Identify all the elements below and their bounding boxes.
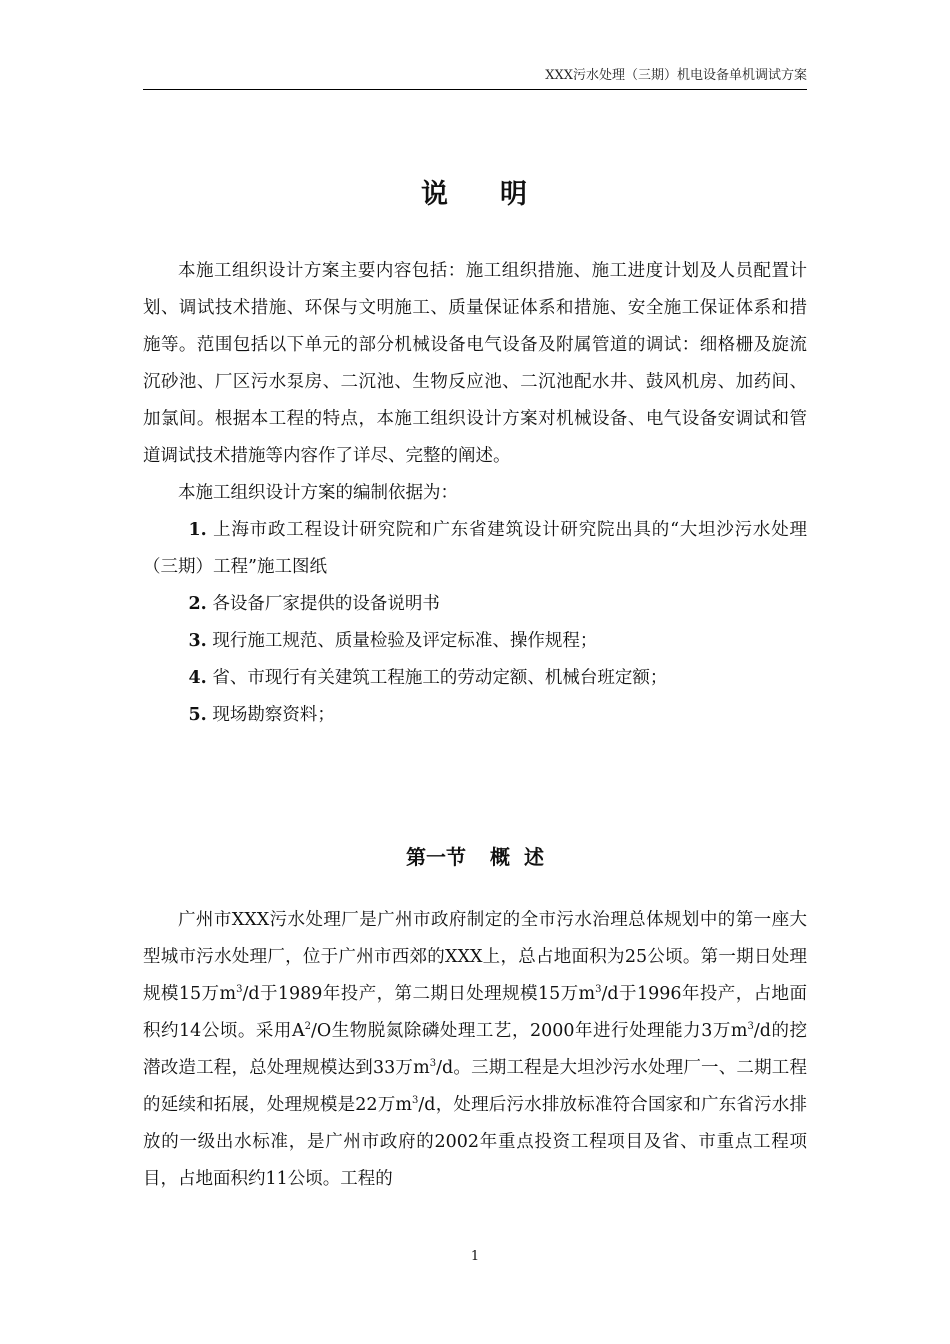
superscript: 3 — [412, 1095, 419, 1107]
basis-item-number: 3. — [188, 631, 207, 651]
text-run: /O生物脱氮除磷处理工艺，2000年进行处理能力3万m — [310, 1021, 748, 1041]
basis-item — [143, 586, 807, 623]
basis-item-number: 2. — [188, 594, 207, 614]
overview-paragraph — [143, 902, 807, 1198]
text-run: /d。三期工程是大坦沙污水处理厂一、二期工程的延续和拓展，处理规模是22万m — [143, 1058, 807, 1115]
text-run: /d，处理后污水排放标准符合国家和广东省污水排放的一级出水标准，是广州市政府的2002年重点投资工程项目及省、市重点工程项目，占地面积约11公顷。工程的 — [143, 1095, 807, 1189]
text-run: /d于1989年投产，第二期日处理规模15万m — [242, 984, 596, 1004]
intro-block — [143, 253, 807, 734]
overview-block — [143, 902, 807, 1198]
page-title — [0, 172, 950, 211]
section-heading — [0, 841, 950, 870]
text-run: 广州市XXX污水处理厂是广州市政府制定的全市污水治理总体规划中的第一座大型城市污水处理厂，位于广州市西郊的XXX上，总占地面积为25公顷。第一期日处理规模15万m — [143, 910, 807, 1004]
title-char-1: 说 — [421, 179, 450, 210]
page-number: 1 — [470, 1249, 480, 1264]
superscript: 3 — [595, 984, 602, 996]
basis-item-number: 1. — [188, 520, 207, 540]
basis-item — [143, 623, 807, 660]
basis-item-text: 现场勘察资料； — [212, 705, 335, 725]
basis-item-text: 省、市现行有关建筑工程施工的劳动定额、机械台班定额； — [212, 668, 668, 688]
basis-item-number: 5. — [188, 705, 207, 725]
superscript: 2 — [304, 1021, 311, 1033]
basis-item-text: 现行施工规范、质量检验及评定标准、操作规程； — [212, 631, 598, 651]
basis-item-text: 各设备厂家提供的设备说明书 — [212, 594, 440, 614]
text-run: /d的挖潜改造工程，总处理规模达到33万m — [143, 1021, 807, 1078]
basis-item — [143, 660, 807, 697]
section-title-char-2: 述 — [524, 845, 544, 869]
title-char-2: 明 — [500, 179, 529, 210]
basis-item — [143, 512, 807, 586]
superscript: 3 — [236, 984, 243, 996]
section-number: 第一节 — [406, 845, 466, 869]
superscript: 3 — [747, 1021, 754, 1033]
running-header: XXX污水处理（三期）机电设备单机调试方案 — [143, 64, 807, 90]
superscript: 3 — [429, 1058, 437, 1070]
basis-heading: 本施工组织设计方案的编制依据为： — [178, 483, 458, 503]
basis-item-number: 4. — [188, 668, 207, 688]
basis-item-text: 上海市政工程设计研究院和广东省建筑设计研究院出具的“大坦沙污水处理（三期）工程”施工图纸 — [143, 520, 807, 577]
text-run: /d于1996年投产，占地面积约14公顷。采用A — [143, 984, 807, 1041]
intro-paragraph: 本施工组织设计方案主要内容包括：施工组织措施、施工进度计划及人员配置计划、调试技术措施、环保与文明施工、质量保证体系和措施、安全施工保证体系和措施等。范围包括以下单元的部分机械设备电气设备及附属管道的调试：细格栅及旋流沉砂池、厂区污水泵房、二沉池、生物反应池、二沉池配水井、鼓风机房、加药间、加氯间。根据本工程的特点，本施工组织设计方案对机械设备、电气设备安调试和管道调试技术措施等内容作了详尽、完整的阐述。 — [143, 261, 807, 466]
basis-item — [143, 697, 807, 734]
section-title-char-1: 概 — [490, 845, 510, 869]
